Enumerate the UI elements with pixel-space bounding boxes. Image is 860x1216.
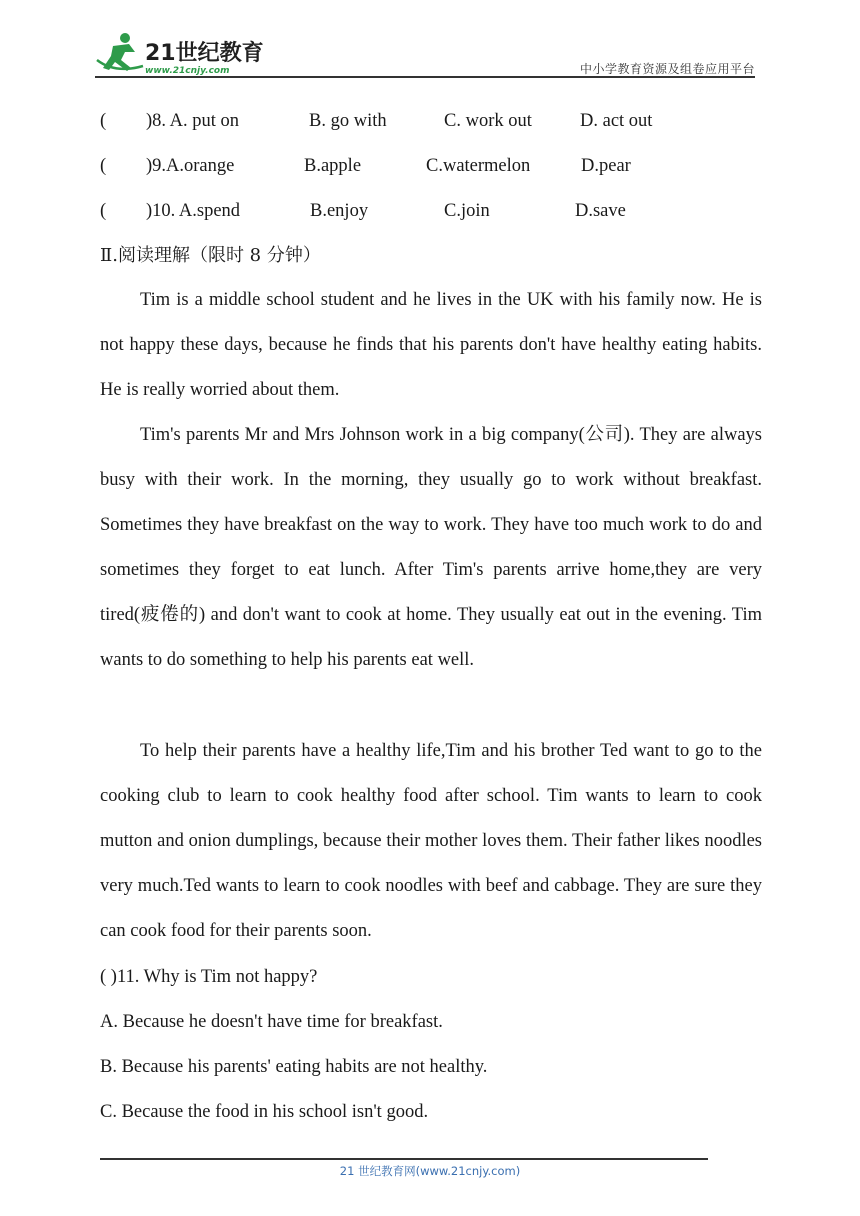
question-11-option-a: A. Because he doesn't have time for breakfast. [100,1012,443,1032]
question-11-option-b: B. Because his parents' eating habits are not healthy. [100,1057,488,1077]
logo-url: www.21cnjy.com [145,66,230,76]
passage-paragraph-2: Tim's parents Mr and Mrs Johnson work in a big company(公司). They are always busy with their work. In the morning, they usually go to work without breakfast. Sometimes they have breakfast on the way to work. They have too much work to do and sometimes they forget to eat lunch. After Tim's parents arrive home,they are very tired(疲倦的) and don't want to cook at home. They usually eat out in the evening. Tim wants to do something to help his parents eat well. [100,425,762,670]
option-a: )8. A. put on [146,111,240,131]
option-b: B.enjoy [310,201,369,221]
answer-paren: ( [100,156,107,176]
header-divider [95,76,755,78]
answer-paren: ( [100,111,107,131]
option-c: C.join [444,201,490,221]
question-11-option-c: C. Because the food in his school isn't good. [100,1102,429,1122]
footer-divider [100,1158,708,1160]
option-d: D.save [575,201,626,221]
answer-paren: ( [100,201,107,221]
option-c: C. work out [444,111,532,131]
option-d: D.pear [581,156,631,176]
option-d: D. act out [580,111,653,131]
option-b: B. go with [309,111,387,131]
header-slogan: 中小学教育资源及组卷应用平台 [579,62,755,76]
question-11-stem: ( )11. Why is Tim not happy? [100,967,318,987]
section-title: Ⅱ.阅读理解（限时 8 分钟） [100,245,321,266]
option-c: C.watermelon [426,156,531,176]
option-b: B.apple [304,156,362,176]
site-logo [95,30,265,76]
page-header [95,28,755,78]
option-a: )10. A.spend [146,201,241,221]
footer-link[interactable]: 21 世纪教育网(www.21cnjy.com) [339,1164,521,1178]
option-a: )9.A.orange [146,156,235,176]
passage-paragraph-3: To help their parents have a healthy life,Tim and his brother Ted want to go to the cooking club to learn to cook healthy food after school. Tim wants to learn to cook mutton and onion dumplings, because their mother loves them. Their father likes noodles very much.Ted wants to learn to cook noodles with beef and cabbage. They are sure they can cook food for their parents soon. [100,741,762,941]
logo-wordmark: 21世纪教育 [145,41,264,66]
passage-paragraph-1: Tim is a middle school student and he lives in the UK with his family now. He is not happy these days, because he finds that his parents don't have healthy eating habits. He is really worried about them. [100,290,762,400]
